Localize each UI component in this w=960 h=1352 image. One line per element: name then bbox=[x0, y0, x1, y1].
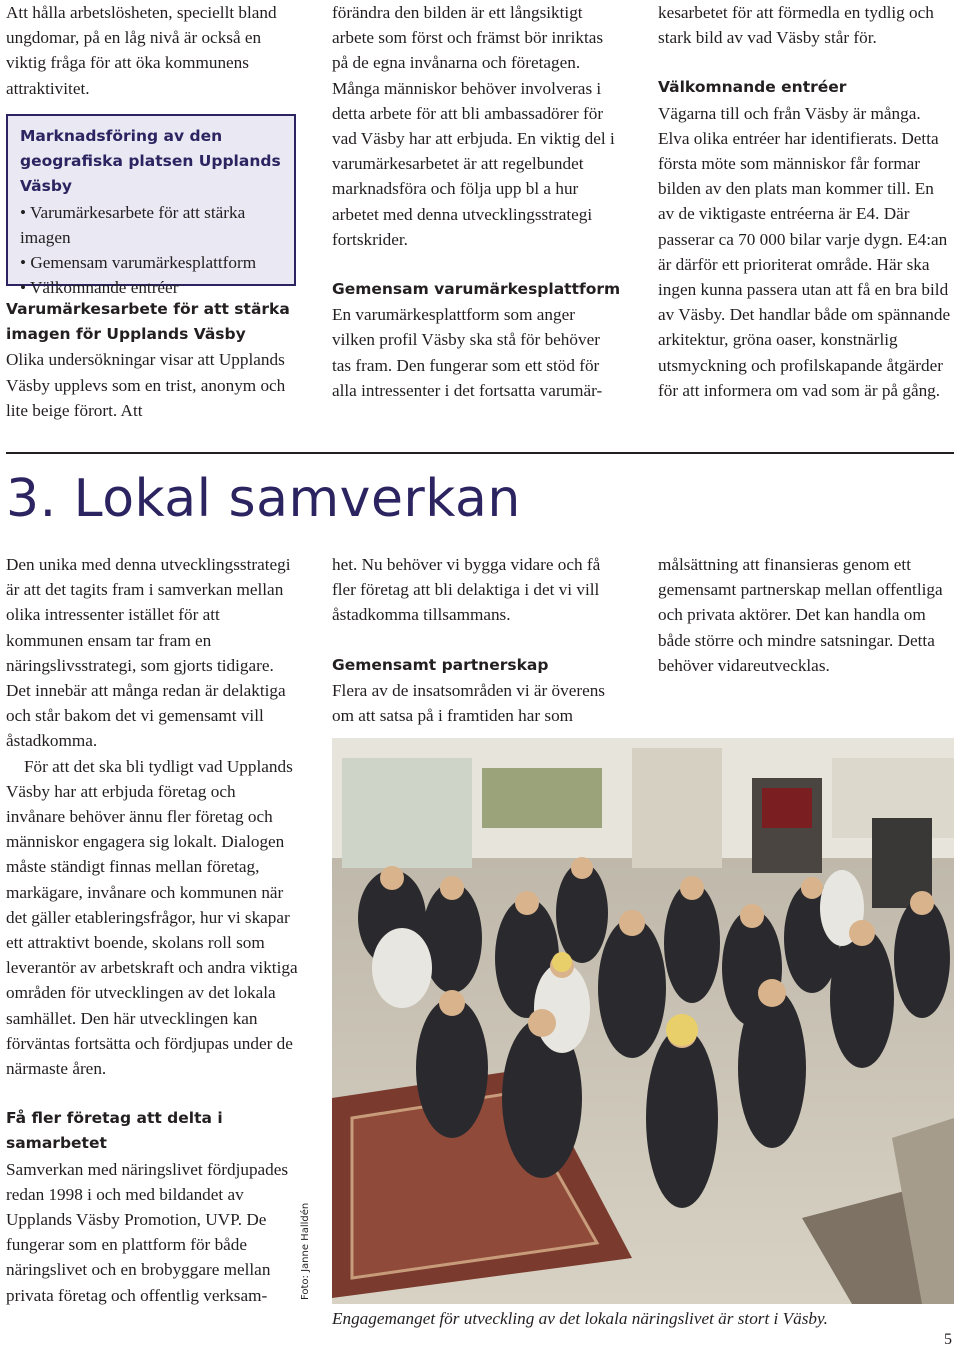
section-col-2 bbox=[332, 552, 628, 728]
section-col-3 bbox=[658, 552, 954, 678]
entreer-paragraph: Vägarna till och från Väsby är många. Elva olika entréer har identifierats. Detta första möte som människor får formar bilden av den plats man kommer till. En av de viktigaste entréerna är E4. Där passerar ca 70 000 bilar varje dygn. E4:an är därför ett prioriterat område. Här ska ingen kunna passera utan att få en bra bild av Väsby. Det handlar både om spännande arkitektur, gröna oaser, konstnärlig utsmyckning och profilskapande åtgärder för att informera om vad som är på gång. bbox=[658, 103, 951, 400]
intro-paragraph: Att hålla arbetslösheten, speciellt bland ungdomar, på en låg nivå är också en viktig fråga för att öka kommunens attraktivitet. bbox=[6, 3, 277, 98]
partnerskap-continued: målsättning att finansieras genom ett gemensamt partnerskap mellan offentliga och privata aktörer. Det kan handla om både större och mindre satsningar. Detta behöver vidareutvecklas. bbox=[658, 555, 943, 675]
event-photo bbox=[332, 738, 954, 1304]
section-title: 3. Lokal samverkan bbox=[6, 469, 521, 529]
varumarkesarbete-continued: förändra den bilden är ett långsiktigt arbete som först och främst bör inriktas på de egna invånarna och företagen. Många människor behöver involveras i detta arbete för att bli ambassadörer för vad Väsby har att erbjuda. En viktig del i varumärkesarbetet är att regelbundet marknadsföra och följa upp bl a hur arbetet med denna utvecklingsstrategi fortskrider. bbox=[332, 3, 615, 249]
varumarkesarbete-paragraph: Olika undersökningar visar att Upplands Väsby upplevs som en trist, anonym och lite beige förort. Att bbox=[6, 350, 286, 420]
summary-box bbox=[6, 114, 296, 298]
fler-foretag-paragraph: Samverkan med näringslivet fördjupades redan 1998 i och med bildandet av Upplands Väsby Promotion, UVP. De fungerar som en plattform för både näringslivet och en brobyggare mellan privata företag och offentlig verksam- bbox=[6, 1159, 289, 1305]
top-col-3 bbox=[658, 0, 954, 403]
entreer-heading: Välkomnande entréer bbox=[658, 78, 847, 97]
fler-foretag-continued: het. Nu behöver vi bygga vidare och få fler företag att bli delaktiga i det vi vill åstadkomma tillsammans. bbox=[332, 555, 601, 625]
summary-bullet: • Gemensam varumärkesplattform bbox=[20, 253, 257, 273]
section-divider bbox=[6, 452, 954, 454]
top-col-1-lower bbox=[6, 297, 296, 423]
fler-foretag-heading: Få fler företag att delta i samarbetet bbox=[6, 1109, 223, 1153]
varumarkesarbete-heading: Varumärkesarbete för att stärka imagen för Upplands Väsby bbox=[6, 300, 290, 344]
section-col-1 bbox=[6, 552, 298, 1308]
summary-bullet: • Välkomnande entréer bbox=[20, 278, 179, 298]
top-col-2 bbox=[332, 0, 622, 403]
plattform-heading: Gemensam varumärkesplattform bbox=[332, 280, 621, 299]
photo-credit: Foto: Janne Halldén bbox=[300, 1202, 311, 1300]
summary-bullet: • Varumärkesarbete för att stärka imagen bbox=[20, 202, 246, 247]
photo-caption: Engagemanget för utveckling av det lokala näringslivet är stort i Väsby. bbox=[332, 1309, 828, 1328]
partnerskap-paragraph: Flera av de insatsområden vi är överens om att satsa på i framtiden har som bbox=[332, 680, 605, 726]
lokal-samverkan-paragraph-1: Den unika med denna utvecklingsstrategi är att det tagits fram i samverkan mellan olika intressenter istället för att kommunen ensam tar fram en näringslivsstrategi, som gjorts tidigare. Det innebär att många redan är delaktiga och står bakom det vi gemensamt vill åstadkomma. bbox=[6, 555, 291, 751]
summary-box-heading: Marknadsföring av den geografiska platsen Upplands Väsby bbox=[20, 127, 281, 196]
plattform-continued: kesarbetet för att förmedla en tydlig och stark bild av vad Väsby står för. bbox=[658, 3, 934, 48]
lokal-samverkan-paragraph-2: För att det ska bli tydligt vad Upplands Väsby har att erbjuda företag och invånare behöver ännu fler företag och människor engagera sig lokalt. Dialogen måste ständigt finnas mellan företag, markägare, invånare och kommunen när det gäller etableringsfrågor, hur vi skapar ett attraktivt boende, skolans roll som leverantör av arbetskraft och andra viktiga områden för utvecklingen av det lokala samhället. Den här utvecklingen kan förväntas fortsätta och fördjupas under de närmaste åren. bbox=[6, 756, 298, 1079]
plattform-paragraph: En varumärkesplattform som anger vilken profil Väsby ska stå för behöver tas fram. Den fungerar som ett stöd för alla intressenter i det fortsatta varumär- bbox=[332, 305, 603, 400]
page-number: 5 bbox=[944, 1331, 952, 1348]
top-col-1 bbox=[6, 0, 296, 101]
partnerskap-heading: Gemensamt partnerskap bbox=[332, 655, 549, 674]
